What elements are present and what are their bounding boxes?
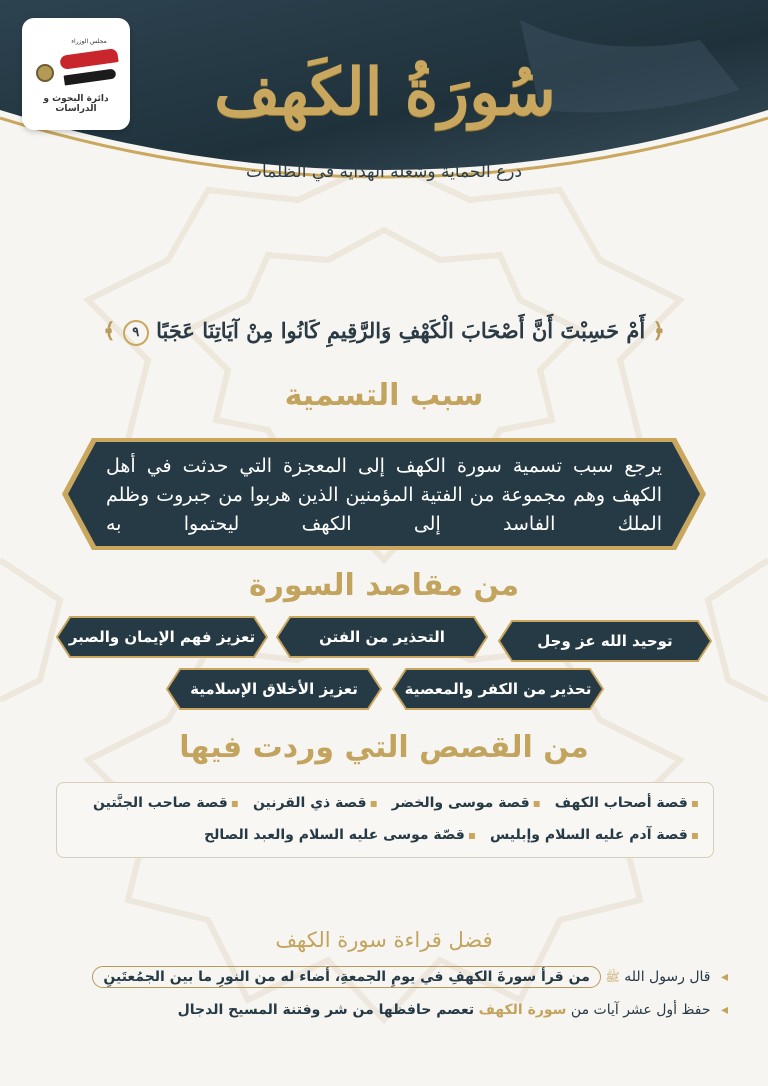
stories-row xyxy=(93,795,699,811)
salawat-glyph: ﷺ xyxy=(605,970,620,984)
purpose-pill xyxy=(276,616,488,658)
story-item: ▪ قصة صاحب الجنَّتين xyxy=(93,795,239,811)
merit-line1-prefix: قال رسول الله xyxy=(624,969,711,985)
quran-verse xyxy=(60,318,708,346)
purpose-label: تعزيز فهم الإيمان والصبر xyxy=(68,628,256,646)
organization-logo xyxy=(22,18,130,130)
story-item: ▪ قصة موسى والخضر xyxy=(392,795,541,811)
arrow-icon: ◂ xyxy=(720,1002,728,1018)
page-title: سُورَةُ الكَهف xyxy=(214,55,556,130)
stories-title: من القصص التي وردت فيها xyxy=(179,730,589,765)
purpose-pill xyxy=(56,616,268,658)
logo-top-text: مجلس الوزراء xyxy=(71,38,107,45)
naming-title: سبب التسمية xyxy=(284,378,484,413)
verse-number: ٩ xyxy=(123,320,149,346)
purpose-pill xyxy=(392,668,604,710)
purpose-pill xyxy=(498,620,712,662)
emblem-icon xyxy=(36,64,54,82)
verse-open-bracket: ﴿ xyxy=(652,318,665,343)
story-item: ▪ قصة أصحاب الكهف xyxy=(555,795,699,811)
naming-box xyxy=(62,438,706,550)
merit-title: فضل قراءة سورة الكهف xyxy=(275,928,493,952)
purpose-label: التحذير من الفتن xyxy=(319,628,445,646)
stories-row xyxy=(204,827,699,843)
verse-text: أَمْ حَسِبْتَ أَنَّ أَصْحَابَ الْكَهْفِ وَالرَّقِيمِ كَانُوا مِنْ آيَاتِنَا عَجَبًا xyxy=(156,318,646,343)
flag-red-stripe xyxy=(59,48,118,70)
logo-caption: دائرة البحوث و الدراسات xyxy=(43,94,109,114)
hadith-text: من قرأ سورةَ الكهفِ في يومِ الجمعةِ، أضاء له من النورِ ما بين الجمُعتَينِ xyxy=(92,966,600,988)
arrow-icon: ◂ xyxy=(720,969,728,985)
purposes-title: من مقاصد السورة xyxy=(248,568,520,603)
merit-line2-prefix: حفظ أول عشر آيات من xyxy=(570,1002,711,1018)
merit-line2-suffix: تعصم حافظها من شر وفتنة المسيح الدجال xyxy=(177,1002,475,1018)
story-item: ▪ قصّة موسى عليه السلام والعبد الصالح xyxy=(204,827,476,843)
flag-black-stripe xyxy=(64,68,117,85)
purpose-pill xyxy=(166,668,382,710)
stories-box xyxy=(56,782,714,858)
story-item: ▪ قصة ذي القرنين xyxy=(253,795,378,811)
purpose-label: توحيد الله عز وجل xyxy=(537,632,673,650)
merit-hadith-line xyxy=(92,966,728,988)
purpose-label: تحذير من الكفر والمعصية xyxy=(404,680,592,698)
verse-close-bracket: ﴾ xyxy=(103,318,116,343)
purpose-label: تعزيز الأخلاق الإسلامية xyxy=(190,680,358,698)
page-subtitle: درع الحماية وشعلة الهداية في الظلمات xyxy=(245,162,523,182)
naming-text: يرجع سبب تسمية سورة الكهف إلى المعجزة التي حدثت في أهل الكهف وهم مجموعة من الفتية المؤمنين الذين هربوا من جبروت وظلم الملك الفاسد إلى الكهف ليحتموا به xyxy=(106,455,662,535)
story-item: ▪ قصة آدم عليه السلام وإبليس xyxy=(490,827,699,843)
merit-memorize-line xyxy=(178,1002,728,1018)
merit-line2-highlight: سورة الكهف xyxy=(478,1002,567,1018)
